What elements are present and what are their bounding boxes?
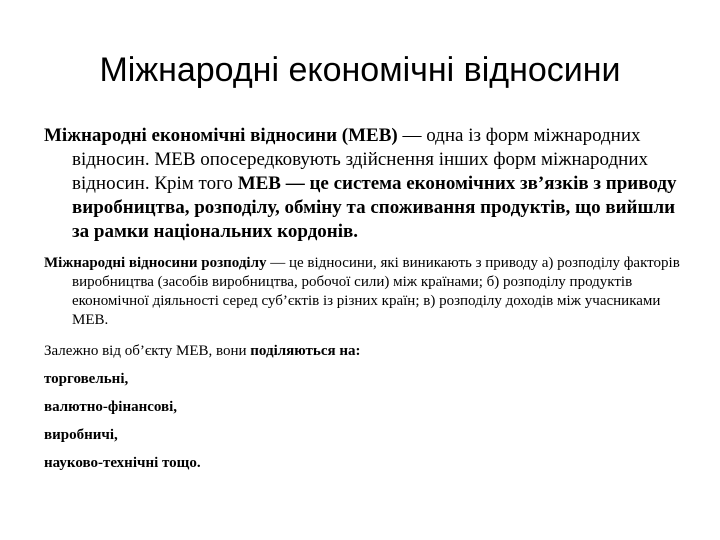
- classification-text: Залежно від об’єкту МЕВ, вони: [44, 343, 251, 359]
- classification-intro: [44, 342, 684, 361]
- definition-emphasis: МЕВ — це система економічних зв’язків з приводу виробництва, розподілу, обміну та споживання продуктів, що вийшли за рамки національних кордонів.: [72, 173, 677, 242]
- list-item-trade: торговельні,: [44, 371, 129, 387]
- definition-paragraph: [44, 124, 684, 244]
- list-item-finance: валютно-фінансові,: [44, 399, 178, 415]
- list-item-production: виробничі,: [44, 427, 118, 443]
- definition-term: Міжнародні економічні відносини (МЕВ): [44, 125, 398, 146]
- distribution-paragraph: [44, 254, 684, 330]
- definition-text: — одна із форм міжнародних відносин. МЕВ опосередковують здійснення інших форм міжнародних відносин. Крім того: [72, 125, 649, 194]
- distribution-text: — це відносини, які виникають з приводу а) розподілу факторів виробництва (засобів виробництва, робочої сили) між країнами; б) розподілу продуктів економічної діяльності серед суб’єктів із різних країн; в) розподілу доходів між учасниками МЕВ.: [72, 255, 680, 328]
- slide-content: [44, 124, 684, 482]
- slide-title: Міжнародні економічні відносини: [99, 51, 621, 89]
- distribution-term: Міжнародні відносини розподілу: [44, 255, 267, 271]
- classification-emphasis: поділяються на:: [250, 343, 361, 359]
- list-item-science: науково-технічні тощо.: [44, 455, 201, 471]
